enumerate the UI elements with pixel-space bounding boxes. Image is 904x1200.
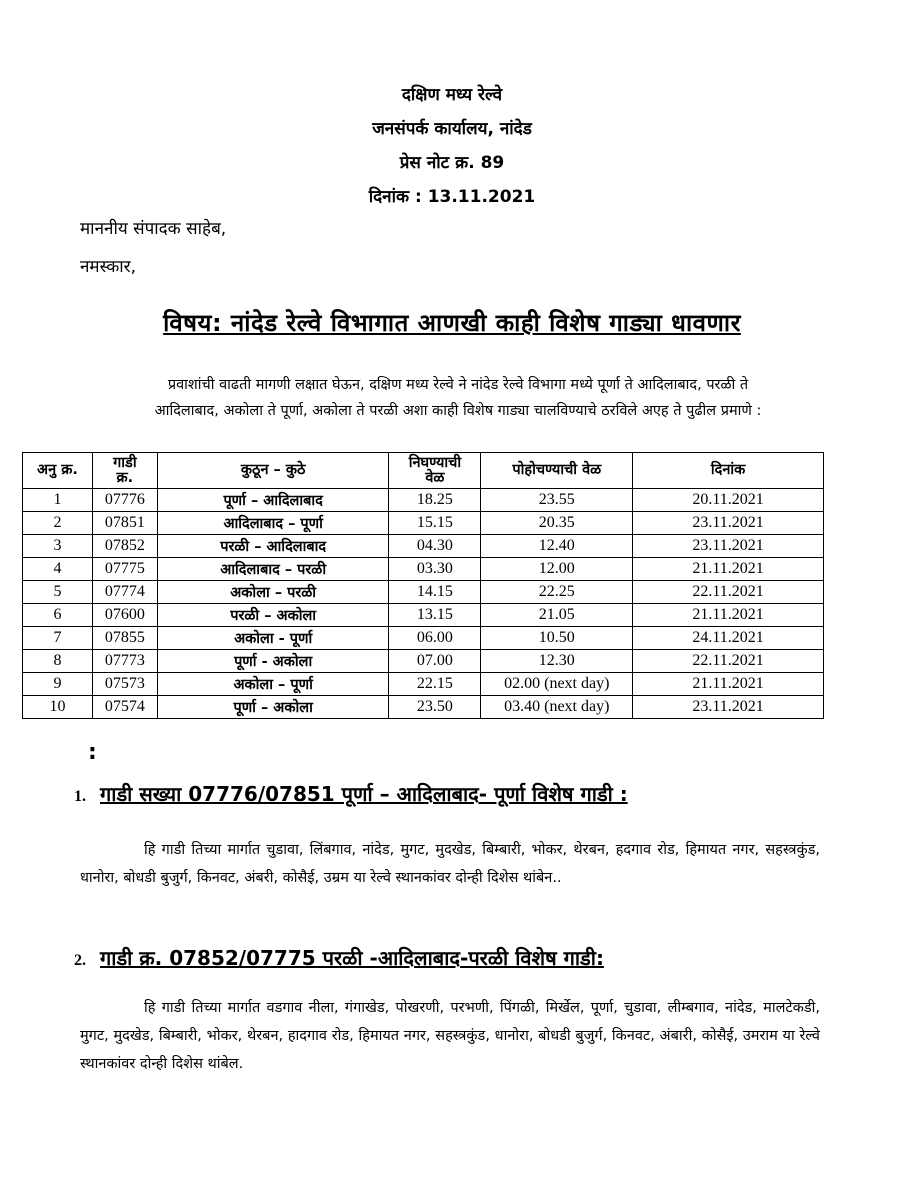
col-header-date: दिनांक (633, 453, 824, 489)
cell-train: 07852 (92, 535, 157, 558)
cell-departure: 13.15 (389, 604, 481, 627)
col-header-route: कुठून – कुठे (157, 453, 389, 489)
cell-date: 23.11.2021 (633, 512, 824, 535)
cell-sr: 8 (23, 650, 93, 673)
section-1-text: हि गाडी तिच्या मार्गात चुडावा, लिंबगाव, नांदेड, मुगट, मुदखेड, बिम्बारी, भोकर, थेरबन, हदगाव रोड, हिमायत नगर, सहस्त्रकुंड, धानोरा, बोधडी बुजुर्ग, किनवट, अंबरी, कोसैई, उम्रम या रेल्वे स्थानकांवर दोन्ही दिशेस थांबेन.. (80, 842, 820, 886)
intro-line-1: प्रवाशांची वाढती मागणी लक्षात घेऊन, दक्षिण मध्य रेल्वे ने नांदेड रेल्वे विभागा मध्ये पूर्णा ते आदिलाबाद, परळी ते (167, 377, 749, 393)
table-header-row (23, 453, 824, 489)
cell-sr: 10 (23, 696, 93, 719)
cell-route: अकोला – परळी (157, 581, 389, 604)
cell-departure: 23.50 (389, 696, 481, 719)
cell-sr: 5 (23, 581, 93, 604)
train-schedule-table (22, 452, 824, 719)
section-2-heading (74, 944, 604, 971)
cell-route: पूर्णा - अकोला (157, 650, 389, 673)
cell-departure: 14.15 (389, 581, 481, 604)
cell-route: अकोला - पूर्णा (157, 627, 389, 650)
cell-sr: 1 (23, 489, 93, 512)
cell-date: 23.11.2021 (633, 696, 824, 719)
salutation-greeting: नमस्कार, (80, 257, 137, 277)
cell-train: 07851 (92, 512, 157, 535)
cell-arrival: 22.25 (481, 581, 633, 604)
cell-train: 07774 (92, 581, 157, 604)
cell-sr: 9 (23, 673, 93, 696)
cell-route: परळी – आदिलाबाद (157, 535, 389, 558)
cell-date: 22.11.2021 (633, 650, 824, 673)
col-header-arrival: पोहोचण्याची वेळ (481, 453, 633, 489)
intro-paragraph (78, 372, 838, 424)
table-row (23, 627, 824, 650)
cell-train: 07773 (92, 650, 157, 673)
cell-route: आदिलाबाद – परळी (157, 558, 389, 581)
cell-departure: 15.15 (389, 512, 481, 535)
salutation-editor: माननीय संपादक साहेब, (80, 219, 227, 239)
cell-arrival: 02.00 (next day) (481, 673, 633, 696)
col-header-departure-line2: वेळ (425, 469, 445, 486)
cell-departure: 18.25 (389, 489, 481, 512)
colon-mark: : (88, 740, 97, 765)
col-header-train (92, 453, 157, 489)
cell-train: 07600 (92, 604, 157, 627)
section-2-index: 2. (74, 952, 86, 969)
cell-sr: 2 (23, 512, 93, 535)
cell-train: 07776 (92, 489, 157, 512)
cell-date: 23.11.2021 (633, 535, 824, 558)
cell-route: अकोला – पूर्णा (157, 673, 389, 696)
section-2-title: गाडी क्र. 07852/07775 परळी -आदिलाबाद-परळी विशेष गाडी: (100, 946, 604, 970)
cell-date: 20.11.2021 (633, 489, 824, 512)
table-row (23, 696, 824, 719)
cell-route: पूर्णा – आदिलाबाद (157, 489, 389, 512)
cell-sr: 7 (23, 627, 93, 650)
cell-departure: 06.00 (389, 627, 481, 650)
cell-arrival: 20.35 (481, 512, 633, 535)
section-2-body (80, 994, 820, 1078)
cell-departure: 07.00 (389, 650, 481, 673)
cell-date: 21.11.2021 (633, 558, 824, 581)
cell-train: 07573 (92, 673, 157, 696)
cell-arrival: 10.50 (481, 627, 633, 650)
cell-sr: 3 (23, 535, 93, 558)
cell-date: 22.11.2021 (633, 581, 824, 604)
cell-arrival: 03.40 (next day) (481, 696, 633, 719)
col-header-train-line1: गाडी (113, 454, 137, 471)
cell-arrival: 21.05 (481, 604, 633, 627)
col-header-departure-line1: निघण्याची (408, 454, 462, 471)
col-header-departure (389, 453, 481, 489)
cell-sr: 6 (23, 604, 93, 627)
cell-sr: 4 (23, 558, 93, 581)
section-1-body (80, 836, 820, 892)
cell-train: 07574 (92, 696, 157, 719)
press-note-date: दिनांक : 13.11.2021 (368, 187, 536, 207)
cell-date: 21.11.2021 (633, 604, 824, 627)
cell-departure: 04.30 (389, 535, 481, 558)
section-1-heading (74, 780, 628, 807)
col-header-train-line2: क्र. (116, 469, 134, 486)
cell-arrival: 12.30 (481, 650, 633, 673)
table-row (23, 604, 824, 627)
table-row (23, 535, 824, 558)
subject-heading: विषय: नांदेड रेल्वे विभागात आणखी काही विशेष गाड्या धावणार (163, 309, 741, 337)
cell-departure: 03.30 (389, 558, 481, 581)
table-row (23, 489, 824, 512)
cell-arrival: 12.00 (481, 558, 633, 581)
table-row (23, 512, 824, 535)
cell-date: 24.11.2021 (633, 627, 824, 650)
cell-arrival: 12.40 (481, 535, 633, 558)
table-row (23, 558, 824, 581)
cell-date: 21.11.2021 (633, 673, 824, 696)
office-name: जनसंपर्क कार्यालय, नांदेड (372, 119, 532, 139)
table-row (23, 650, 824, 673)
cell-route: पूर्णा – अकोला (157, 696, 389, 719)
section-1-title: गाडी सख्या 07776/07851 पूर्णा – आदिलाबाद- पूर्णा विशेष गाडी : (100, 782, 628, 806)
col-header-sr: अनु क्र. (23, 453, 93, 489)
cell-arrival: 23.55 (481, 489, 633, 512)
table-row (23, 673, 824, 696)
section-1-index: 1. (74, 788, 86, 805)
org-name: दक्षिण मध्य रेल्वे (401, 85, 503, 105)
cell-train: 07775 (92, 558, 157, 581)
cell-route: आदिलाबाद – पूर्णा (157, 512, 389, 535)
cell-departure: 22.15 (389, 673, 481, 696)
intro-line-2: आदिलाबाद, अकोला ते पूर्णा, अकोला ते परळी अशा काही विशेष गाड्या चालविण्याचे ठरविले अएह ते पुढील प्रमाणे : (154, 403, 762, 419)
press-note-number: प्रेस नोट क्र. 89 (399, 153, 505, 173)
section-2-text: हि गाडी तिच्या मार्गात वडगाव नीला, गंगाखेड, पोखरणी, परभणी, पिंगळी, मिर्खेल, पूर्णा, चुडावा, लीम्बगाव, नांदेड, मालटेकडी, मुगट, मुदखेड, बिम्बारी, भोकर, थेरबन, हादगाव रोड, हिमायत नगर, सहस्त्रकुंड, धानोरा, बोधडी बुजुर्ग, किनवट, अंबारी, कोसैई, उमराम या रेल्वे स्थानकांवर दोन्ही दिशेस थांबेल. (80, 1000, 820, 1072)
cell-route: परळी – अकोला (157, 604, 389, 627)
letterhead (0, 78, 904, 214)
table-row (23, 581, 824, 604)
cell-train: 07855 (92, 627, 157, 650)
